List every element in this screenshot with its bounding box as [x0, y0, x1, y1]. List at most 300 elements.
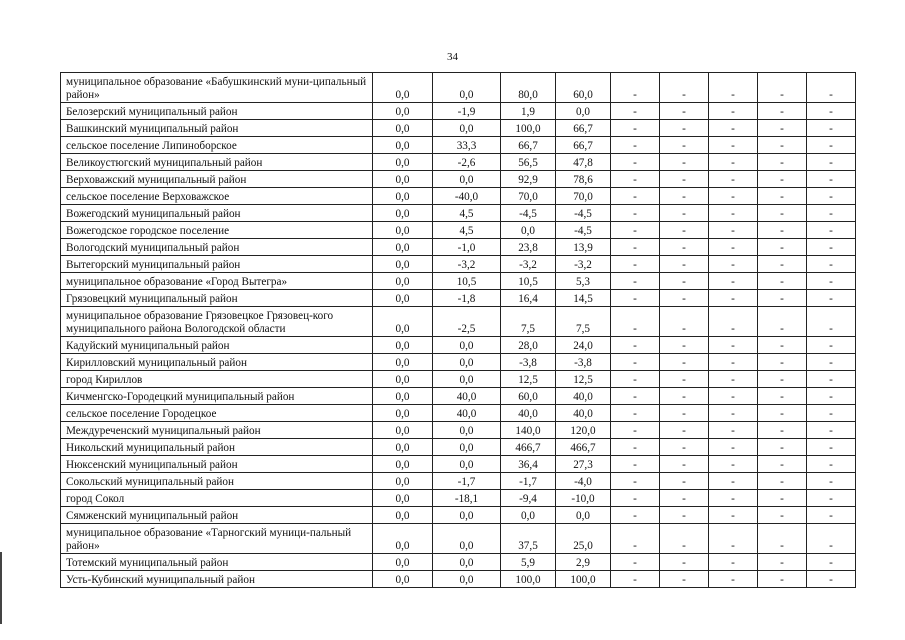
- table-row: [61, 73, 856, 103]
- dash-cell: -: [807, 154, 856, 171]
- dash-cell: -: [758, 222, 807, 239]
- dash-cell: -: [758, 337, 807, 354]
- dash-cell: -: [660, 388, 709, 405]
- dash-cell: -: [660, 256, 709, 273]
- value-cell-4: 2,9: [556, 554, 611, 571]
- value-cell-4: 14,5: [556, 290, 611, 307]
- value-cell-3: -3,2: [501, 256, 556, 273]
- dash-cell: -: [660, 571, 709, 588]
- value-cell-4: 78,6: [556, 171, 611, 188]
- municipality-name-cell: Вытегорский муниципальный район: [61, 256, 373, 273]
- value-cell-3: -1,7: [501, 473, 556, 490]
- value-cell-4: 70,0: [556, 188, 611, 205]
- value-cell-3: -9,4: [501, 490, 556, 507]
- value-cell-1: 0,0: [373, 337, 433, 354]
- value-cell-3: 140,0: [501, 422, 556, 439]
- dash-cell: -: [807, 273, 856, 290]
- value-cell-2: 10,5: [433, 273, 501, 290]
- table-row: [61, 154, 856, 171]
- dash-cell: -: [611, 239, 660, 256]
- dash-cell: -: [660, 239, 709, 256]
- dash-cell: -: [758, 171, 807, 188]
- value-cell-2: -18,1: [433, 490, 501, 507]
- dash-cell: -: [611, 188, 660, 205]
- municipality-name-cell: Кичменгско-Городецкий муниципальный район: [61, 388, 373, 405]
- table-row: [61, 337, 856, 354]
- dash-cell: -: [660, 154, 709, 171]
- value-cell-3: 100,0: [501, 571, 556, 588]
- value-cell-1: 0,0: [373, 388, 433, 405]
- value-cell-3: 66,7: [501, 137, 556, 154]
- municipality-name-cell: Грязовецкий муниципальный район: [61, 290, 373, 307]
- table-row: [61, 507, 856, 524]
- value-cell-1: 0,0: [373, 571, 433, 588]
- dash-cell: -: [807, 473, 856, 490]
- municipality-name-cell: муниципальное образование «Бабушкинский муни-ципальный район»: [61, 73, 373, 103]
- table-row: [61, 171, 856, 188]
- dash-cell: -: [758, 103, 807, 120]
- dash-cell: -: [611, 273, 660, 290]
- dash-cell: -: [709, 490, 758, 507]
- dash-cell: -: [709, 256, 758, 273]
- dash-cell: -: [709, 524, 758, 554]
- value-cell-2: 0,0: [433, 337, 501, 354]
- municipality-name-cell: Тотемский муниципальный район: [61, 554, 373, 571]
- municipality-name-cell: муниципальное образование «Тарногский муници-пальный район»: [61, 524, 373, 554]
- table-row: [61, 290, 856, 307]
- table-row: [61, 554, 856, 571]
- value-cell-4: 24,0: [556, 337, 611, 354]
- value-cell-3: 0,0: [501, 507, 556, 524]
- dash-cell: -: [709, 239, 758, 256]
- value-cell-1: 0,0: [373, 456, 433, 473]
- dash-cell: -: [660, 507, 709, 524]
- value-cell-2: -40,0: [433, 188, 501, 205]
- dash-cell: -: [758, 507, 807, 524]
- value-cell-2: 0,0: [433, 422, 501, 439]
- municipality-name-cell: муниципальное образование «Город Вытегра»: [61, 273, 373, 290]
- table-row: [61, 371, 856, 388]
- dash-cell: -: [758, 205, 807, 222]
- value-cell-2: -3,2: [433, 256, 501, 273]
- municipality-name-cell: город Кириллов: [61, 371, 373, 388]
- dash-cell: -: [611, 222, 660, 239]
- dash-cell: -: [611, 154, 660, 171]
- dash-cell: -: [758, 371, 807, 388]
- value-cell-4: 5,3: [556, 273, 611, 290]
- dash-cell: -: [660, 73, 709, 103]
- municipality-name-cell: Междуреченский муниципальный район: [61, 422, 373, 439]
- dash-cell: -: [611, 205, 660, 222]
- table-row: [61, 456, 856, 473]
- table-row: [61, 120, 856, 137]
- dash-cell: -: [807, 439, 856, 456]
- municipality-name-cell: город Сокол: [61, 490, 373, 507]
- value-cell-3: 466,7: [501, 439, 556, 456]
- value-cell-3: 0,0: [501, 222, 556, 239]
- dash-cell: -: [758, 256, 807, 273]
- value-cell-3: 23,8: [501, 239, 556, 256]
- dash-cell: -: [611, 405, 660, 422]
- value-cell-2: -1,8: [433, 290, 501, 307]
- value-cell-3: -3,8: [501, 354, 556, 371]
- dash-cell: -: [611, 103, 660, 120]
- value-cell-4: 40,0: [556, 405, 611, 422]
- dash-cell: -: [660, 337, 709, 354]
- dash-cell: -: [709, 273, 758, 290]
- value-cell-4: 47,8: [556, 154, 611, 171]
- value-cell-3: 36,4: [501, 456, 556, 473]
- dash-cell: -: [660, 371, 709, 388]
- table-row: [61, 273, 856, 290]
- value-cell-1: 0,0: [373, 222, 433, 239]
- dash-cell: -: [660, 273, 709, 290]
- value-cell-1: 0,0: [373, 73, 433, 103]
- dash-cell: -: [611, 337, 660, 354]
- value-cell-2: 0,0: [433, 354, 501, 371]
- value-cell-1: 0,0: [373, 507, 433, 524]
- dash-cell: -: [611, 307, 660, 337]
- dash-cell: -: [807, 205, 856, 222]
- dash-cell: -: [709, 554, 758, 571]
- dash-cell: -: [758, 524, 807, 554]
- dash-cell: -: [758, 554, 807, 571]
- dash-cell: -: [807, 507, 856, 524]
- dash-cell: -: [807, 337, 856, 354]
- dash-cell: -: [758, 456, 807, 473]
- municipality-name-cell: Нюксенский муниципальный район: [61, 456, 373, 473]
- value-cell-1: 0,0: [373, 239, 433, 256]
- value-cell-2: 4,5: [433, 222, 501, 239]
- dash-cell: -: [807, 456, 856, 473]
- value-cell-1: 0,0: [373, 120, 433, 137]
- value-cell-4: 60,0: [556, 73, 611, 103]
- dash-cell: -: [758, 137, 807, 154]
- dash-cell: -: [758, 473, 807, 490]
- value-cell-4: 7,5: [556, 307, 611, 337]
- table-row: [61, 439, 856, 456]
- dash-cell: -: [660, 120, 709, 137]
- dash-cell: -: [611, 422, 660, 439]
- value-cell-1: 0,0: [373, 371, 433, 388]
- value-cell-4: -4,0: [556, 473, 611, 490]
- value-cell-3: 10,5: [501, 273, 556, 290]
- value-cell-2: 0,0: [433, 554, 501, 571]
- dash-cell: -: [807, 188, 856, 205]
- value-cell-4: 25,0: [556, 524, 611, 554]
- dash-cell: -: [611, 171, 660, 188]
- value-cell-3: 1,9: [501, 103, 556, 120]
- municipality-name-cell: сельское поселение Липиноборское: [61, 137, 373, 154]
- table-row: [61, 256, 856, 273]
- municipality-name-cell: Верховажский муниципальный район: [61, 171, 373, 188]
- municipality-name-cell: Вашкинский муниципальный район: [61, 120, 373, 137]
- value-cell-4: 40,0: [556, 388, 611, 405]
- dash-cell: -: [709, 354, 758, 371]
- dash-cell: -: [807, 371, 856, 388]
- municipality-name-cell: сельское поселение Верховажское: [61, 188, 373, 205]
- dash-cell: -: [758, 388, 807, 405]
- value-cell-2: 0,0: [433, 171, 501, 188]
- table-row: [61, 103, 856, 120]
- dash-cell: -: [611, 473, 660, 490]
- value-cell-4: -10,0: [556, 490, 611, 507]
- value-cell-4: 12,5: [556, 371, 611, 388]
- table-row: [61, 571, 856, 588]
- dash-cell: -: [709, 337, 758, 354]
- municipality-name-cell: Никольский муниципальный район: [61, 439, 373, 456]
- municipality-name-cell: Вологодский муниципальный район: [61, 239, 373, 256]
- dash-cell: -: [807, 73, 856, 103]
- value-cell-1: 0,0: [373, 205, 433, 222]
- value-cell-3: 70,0: [501, 188, 556, 205]
- value-cell-2: -1,0: [433, 239, 501, 256]
- value-cell-1: 0,0: [373, 256, 433, 273]
- dash-cell: -: [807, 290, 856, 307]
- municipality-name-cell: Вожегодское городское поселение: [61, 222, 373, 239]
- value-cell-4: 27,3: [556, 456, 611, 473]
- municipality-name-cell: Вожегодский муниципальный район: [61, 205, 373, 222]
- dash-cell: -: [758, 571, 807, 588]
- dash-cell: -: [758, 273, 807, 290]
- value-cell-3: 7,5: [501, 307, 556, 337]
- value-cell-3: 100,0: [501, 120, 556, 137]
- dash-cell: -: [660, 473, 709, 490]
- value-cell-4: 0,0: [556, 103, 611, 120]
- page-number: 34: [447, 51, 458, 63]
- dash-cell: -: [611, 456, 660, 473]
- table-row: [61, 354, 856, 371]
- value-cell-4: 66,7: [556, 137, 611, 154]
- value-cell-1: 0,0: [373, 154, 433, 171]
- value-cell-1: 0,0: [373, 473, 433, 490]
- dash-cell: -: [611, 554, 660, 571]
- dash-cell: -: [709, 73, 758, 103]
- dash-cell: -: [807, 137, 856, 154]
- dash-cell: -: [660, 290, 709, 307]
- value-cell-4: -4,5: [556, 222, 611, 239]
- value-cell-2: 0,0: [433, 439, 501, 456]
- dash-cell: -: [807, 554, 856, 571]
- dash-cell: -: [660, 456, 709, 473]
- value-cell-1: 0,0: [373, 307, 433, 337]
- value-cell-3: -4,5: [501, 205, 556, 222]
- dash-cell: -: [807, 354, 856, 371]
- municipality-name-cell: сельское поселение Городецкое: [61, 405, 373, 422]
- dash-cell: -: [709, 307, 758, 337]
- value-cell-1: 0,0: [373, 439, 433, 456]
- dash-cell: -: [709, 205, 758, 222]
- municipality-name-cell: Сямженский муниципальный район: [61, 507, 373, 524]
- dash-cell: -: [611, 137, 660, 154]
- table-row: [61, 405, 856, 422]
- dash-cell: -: [660, 137, 709, 154]
- dash-cell: -: [807, 171, 856, 188]
- dash-cell: -: [660, 205, 709, 222]
- value-cell-1: 0,0: [373, 405, 433, 422]
- dash-cell: -: [807, 490, 856, 507]
- dash-cell: -: [758, 354, 807, 371]
- dash-cell: -: [611, 290, 660, 307]
- value-cell-4: -3,2: [556, 256, 611, 273]
- dash-cell: -: [758, 439, 807, 456]
- municipality-name-cell: Кирилловский муниципальный район: [61, 354, 373, 371]
- municipality-name-cell: Белозерский муниципальный район: [61, 103, 373, 120]
- value-cell-1: 0,0: [373, 171, 433, 188]
- value-cell-4: 13,9: [556, 239, 611, 256]
- dash-cell: -: [611, 120, 660, 137]
- value-cell-1: 0,0: [373, 188, 433, 205]
- dash-cell: -: [709, 137, 758, 154]
- dash-cell: -: [660, 222, 709, 239]
- dash-cell: -: [807, 256, 856, 273]
- value-cell-3: 37,5: [501, 524, 556, 554]
- table-row: [61, 205, 856, 222]
- value-cell-2: 0,0: [433, 371, 501, 388]
- dash-cell: -: [611, 388, 660, 405]
- value-cell-1: 0,0: [373, 554, 433, 571]
- municipality-name-cell: Сокольский муниципальный район: [61, 473, 373, 490]
- dash-cell: -: [758, 490, 807, 507]
- dash-cell: -: [709, 405, 758, 422]
- table-row: [61, 422, 856, 439]
- value-cell-3: 92,9: [501, 171, 556, 188]
- dash-cell: -: [758, 290, 807, 307]
- dash-cell: -: [611, 73, 660, 103]
- dash-cell: -: [709, 188, 758, 205]
- dash-cell: -: [758, 120, 807, 137]
- dash-cell: -: [709, 507, 758, 524]
- value-cell-3: 12,5: [501, 371, 556, 388]
- dash-cell: -: [660, 554, 709, 571]
- dash-cell: -: [709, 473, 758, 490]
- dash-cell: -: [611, 490, 660, 507]
- value-cell-2: 4,5: [433, 205, 501, 222]
- value-cell-1: 0,0: [373, 137, 433, 154]
- dash-cell: -: [758, 239, 807, 256]
- value-cell-4: 66,7: [556, 120, 611, 137]
- value-cell-1: 0,0: [373, 524, 433, 554]
- table-body: [61, 73, 856, 588]
- dash-cell: -: [709, 371, 758, 388]
- dash-cell: -: [709, 290, 758, 307]
- dash-cell: -: [807, 571, 856, 588]
- dash-cell: -: [807, 405, 856, 422]
- dash-cell: -: [807, 120, 856, 137]
- value-cell-3: 80,0: [501, 73, 556, 103]
- municipality-name-cell: муниципальное образование Грязовецкое Грязовец-кого муниципального района Вологодской области: [61, 307, 373, 337]
- dash-cell: -: [660, 422, 709, 439]
- table-row: [61, 307, 856, 337]
- dash-cell: -: [611, 507, 660, 524]
- value-cell-3: 28,0: [501, 337, 556, 354]
- dash-cell: -: [758, 405, 807, 422]
- value-cell-1: 0,0: [373, 290, 433, 307]
- value-cell-4: 120,0: [556, 422, 611, 439]
- value-cell-3: 5,9: [501, 554, 556, 571]
- dash-cell: -: [709, 154, 758, 171]
- municipality-name-cell: Кадуйский муниципальный район: [61, 337, 373, 354]
- dash-cell: -: [660, 171, 709, 188]
- value-cell-1: 0,0: [373, 354, 433, 371]
- table-row: [61, 473, 856, 490]
- value-cell-4: 466,7: [556, 439, 611, 456]
- dash-cell: -: [758, 188, 807, 205]
- value-cell-2: -1,7: [433, 473, 501, 490]
- value-cell-2: 40,0: [433, 388, 501, 405]
- municipality-name-cell: Великоустюгский муниципальный район: [61, 154, 373, 171]
- dash-cell: -: [758, 422, 807, 439]
- value-cell-4: -3,8: [556, 354, 611, 371]
- dash-cell: -: [807, 422, 856, 439]
- dash-cell: -: [660, 103, 709, 120]
- dash-cell: -: [709, 439, 758, 456]
- dash-cell: -: [660, 439, 709, 456]
- value-cell-1: 0,0: [373, 103, 433, 120]
- value-cell-2: 0,0: [433, 524, 501, 554]
- table-row: [61, 137, 856, 154]
- dash-cell: -: [709, 222, 758, 239]
- value-cell-3: 16,4: [501, 290, 556, 307]
- value-cell-1: 0,0: [373, 490, 433, 507]
- table-row: [61, 490, 856, 507]
- value-cell-2: 0,0: [433, 507, 501, 524]
- dash-cell: -: [660, 307, 709, 337]
- dash-cell: -: [807, 524, 856, 554]
- dash-cell: -: [709, 171, 758, 188]
- table-row: [61, 222, 856, 239]
- value-cell-3: 56,5: [501, 154, 556, 171]
- table-row: [61, 524, 856, 554]
- value-cell-1: 0,0: [373, 422, 433, 439]
- dash-cell: -: [611, 524, 660, 554]
- value-cell-4: 0,0: [556, 507, 611, 524]
- dash-cell: -: [660, 524, 709, 554]
- table-row: [61, 388, 856, 405]
- dash-cell: -: [807, 222, 856, 239]
- dash-cell: -: [611, 371, 660, 388]
- dash-cell: -: [611, 256, 660, 273]
- dash-cell: -: [709, 422, 758, 439]
- value-cell-2: 0,0: [433, 73, 501, 103]
- table-row: [61, 188, 856, 205]
- dash-cell: -: [709, 456, 758, 473]
- dash-cell: -: [807, 388, 856, 405]
- value-cell-2: -2,5: [433, 307, 501, 337]
- value-cell-4: -4,5: [556, 205, 611, 222]
- table-row: [61, 239, 856, 256]
- value-cell-4: 100,0: [556, 571, 611, 588]
- statistics-table: [60, 72, 856, 588]
- dash-cell: -: [709, 120, 758, 137]
- dash-cell: -: [758, 73, 807, 103]
- value-cell-2: -1,9: [433, 103, 501, 120]
- dash-cell: -: [660, 405, 709, 422]
- dash-cell: -: [807, 239, 856, 256]
- dash-cell: -: [709, 103, 758, 120]
- value-cell-1: 0,0: [373, 273, 433, 290]
- value-cell-2: 33,3: [433, 137, 501, 154]
- dash-cell: -: [758, 154, 807, 171]
- dash-cell: -: [611, 571, 660, 588]
- dash-cell: -: [807, 103, 856, 120]
- value-cell-2: 40,0: [433, 405, 501, 422]
- value-cell-2: 0,0: [433, 456, 501, 473]
- dash-cell: -: [758, 307, 807, 337]
- municipality-name-cell: Усть-Кубинский муниципальный район: [61, 571, 373, 588]
- dash-cell: -: [611, 354, 660, 371]
- dash-cell: -: [709, 571, 758, 588]
